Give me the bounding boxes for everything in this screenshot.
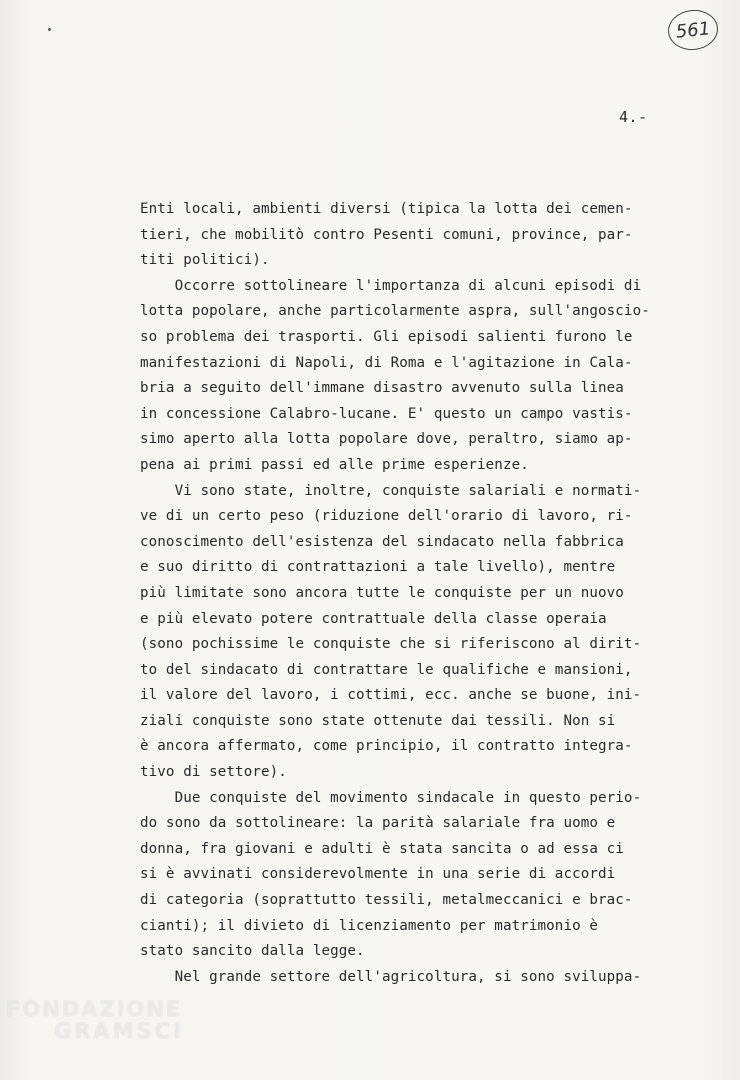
text-line: in concessione Calabro-lucane. E' questo un campo vastis-	[140, 405, 633, 422]
text-line: Due conquiste del movimento sindacale in questo perio-	[140, 789, 642, 806]
text-line: Occorre sottolineare l'importanza di alcuni episodi di	[140, 277, 642, 294]
text-line: tieri, che mobilitò contro Pesenti comuni, province, par-	[140, 226, 633, 243]
watermark-line-2: GRAMSCI	[54, 1019, 184, 1043]
text-line: simo aperto alla lotta popolare dove, peraltro, siamo ap-	[140, 431, 633, 448]
text-line: è ancora affermato, come principio, il contratto integra-	[140, 738, 633, 755]
text-line: di categoria (soprattutto tessili, metalmeccanici e brac-	[140, 892, 633, 909]
text-line: conoscimento dell'esistenza del sindacato nella fabbrica	[140, 533, 624, 550]
text-line: titi politici).	[140, 252, 270, 269]
watermark-line-1: FONDAZIONE	[6, 997, 183, 1021]
text-line: Enti locali, ambienti diversi (tipica la lotta dei cemen-	[140, 201, 633, 217]
page-number: 4.-	[619, 108, 648, 126]
text-line: più limitate sono ancora tutte le conquiste per un nuovo	[140, 584, 624, 601]
text-line: il valore del lavoro, i cottimi, ecc. anche se buone, ini-	[140, 687, 642, 704]
text-line: ziali conquiste sono state ottenute dai tessili. Non si	[140, 712, 616, 729]
text-line: tivo di settore).	[140, 764, 287, 781]
text-line: bria a seguito dell'immane disastro avvenuto sulla linea	[140, 380, 624, 397]
text-line: lotta popolare, anche particolarmente aspra, sull'angoscio-	[140, 303, 650, 320]
watermark-logo	[6, 998, 184, 1042]
text-line: ve di un certo peso (riduzione dell'orario di lavoro, ri-	[140, 508, 633, 525]
archive-stamp: 561	[666, 7, 720, 52]
text-line: donna, fra giovani e adulti è stata sancita o ad essa ci	[140, 840, 624, 857]
speck	[48, 28, 51, 31]
text-line: stato sancito dalla legge.	[140, 943, 365, 960]
text-line: manifestazioni di Napoli, di Roma e l'agitazione in Cala-	[140, 354, 633, 371]
text-line: si è avvinati considerevolmente in una serie di accordi	[140, 866, 616, 883]
text-line: cianti); il divieto di licenziamento per matrimonio è	[140, 917, 599, 934]
text-line: Nel grande settore dell'agricoltura, si sono sviluppa-	[140, 968, 642, 985]
body-text	[140, 197, 660, 990]
text-line: (sono pochissime le conquiste che si riferiscono al dirit-	[140, 636, 642, 653]
text-line: Vi sono state, inoltre, conquiste salariali e normati-	[140, 482, 642, 499]
text-line: pena ai primi passi ed alle prime esperienze.	[140, 456, 529, 473]
text-line: do sono da sottolineare: la parità salariale fra uomo e	[140, 815, 616, 832]
text-line: to del sindacato di contrattare le qualifiche e mansioni,	[140, 661, 633, 678]
text-line: e più elevato potere contrattuale della classe operaia	[140, 610, 607, 627]
text-line: so problema dei trasporti. Gli episodi salienti furono le	[140, 328, 633, 345]
text-line: e suo diritto di contrattazioni a tale livello), mentre	[140, 559, 616, 576]
